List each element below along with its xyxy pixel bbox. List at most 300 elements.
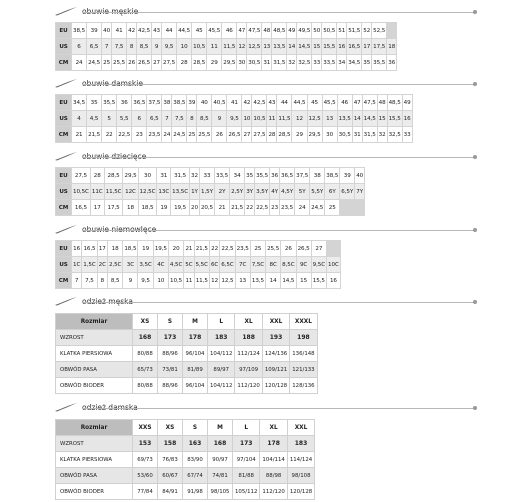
size-cell: 22,5 — [255, 200, 269, 215]
size-cell: 13C — [157, 184, 170, 199]
section-title: odzież damska — [82, 402, 141, 414]
size-cell: 17,5 — [105, 200, 123, 215]
size-cell: 52,5 — [372, 23, 386, 38]
size-cell: 25 — [187, 127, 196, 142]
size-row-eu — [56, 23, 396, 38]
measure-cell: 120/128 — [263, 378, 289, 393]
row-label: EU — [56, 168, 71, 183]
size-cell: 26,5 — [297, 241, 311, 256]
size-cell: 49 — [403, 95, 412, 110]
size-cell: 30 — [237, 55, 246, 70]
header-label: Rozmiar — [56, 420, 132, 435]
size-cell: 29,5 — [308, 127, 322, 142]
size-header: XL — [235, 314, 261, 329]
size-cell: 23 — [270, 200, 279, 215]
divider — [82, 84, 475, 85]
row-label: CM — [56, 127, 71, 142]
divider-dot — [473, 82, 477, 86]
size-cell: 8 — [98, 273, 107, 288]
size-cell: 45 — [192, 23, 206, 38]
size-row-cm — [56, 273, 340, 288]
size-cell: 16 — [327, 273, 340, 288]
size-cell: 8,5 — [197, 111, 211, 126]
size-cell: 17,5 — [372, 39, 386, 54]
size-row-eu — [56, 95, 412, 110]
measure-label: KLATKA PIERSIOWA — [56, 452, 132, 467]
size-cell: 12,5 — [308, 111, 322, 126]
size-header: XS — [133, 314, 157, 329]
size-cell: 9,5C — [312, 257, 326, 272]
measure-cell: 104/114 — [260, 452, 286, 467]
size-cell: 20 — [169, 241, 183, 256]
size-cell: 44,5 — [177, 23, 191, 38]
size-cell: 32 — [287, 55, 296, 70]
measure-cell: 173 — [158, 330, 182, 345]
kids-shoes-size-table — [55, 167, 365, 216]
size-row-us — [56, 257, 340, 272]
size-cell: 18 — [108, 241, 122, 256]
size-cell: 13,5 — [338, 111, 352, 126]
size-cell: 2,5C — [108, 257, 122, 272]
size-cell: 1,5C — [82, 257, 96, 272]
size-cell: 5Y — [295, 184, 309, 199]
size-header: XL — [260, 420, 286, 435]
swoosh-icon — [55, 297, 77, 306]
size-cell: 8 — [187, 111, 196, 126]
size-cell: 44,5 — [292, 95, 306, 110]
size-cell: 19 — [157, 200, 170, 215]
size-cell: 28 — [267, 127, 276, 142]
swoosh-icon — [55, 7, 77, 16]
size-row-cm — [56, 200, 364, 215]
size-cell: 6,5C — [220, 257, 234, 272]
measure-cell: 84/91 — [158, 484, 182, 499]
size-cell: 4,5 — [87, 111, 101, 126]
measure-row — [56, 468, 314, 483]
row-label: US — [56, 257, 71, 272]
measure-cell: 112/124 — [235, 346, 261, 361]
size-cell: 37,5 — [295, 168, 309, 183]
size-cell: 25 — [102, 55, 111, 70]
size-cell: 14 — [287, 39, 296, 54]
size-cell: 40 — [197, 95, 211, 110]
size-cell: 24,5 — [310, 200, 324, 215]
measure-cell: 88/96 — [158, 378, 182, 393]
measure-row — [56, 436, 314, 451]
size-cell: 15 — [312, 39, 321, 54]
section-title: obuwie niemowlęce — [82, 224, 159, 236]
size-cell: 35 — [87, 95, 101, 110]
measure-cell: 183 — [208, 330, 234, 345]
measure-cell: 168 — [208, 436, 232, 451]
size-cell: 18,5 — [123, 241, 137, 256]
size-header: M — [208, 420, 232, 435]
size-cell: 51,5 — [347, 23, 361, 38]
size-cell: 7,5 — [172, 111, 186, 126]
size-cell: 11,5C — [105, 184, 123, 199]
size-cell: 8 — [127, 39, 136, 54]
size-cell: 2Y — [215, 184, 229, 199]
measure-cell: 112/120 — [260, 484, 286, 499]
header-row — [56, 420, 314, 435]
size-cell: 14,5 — [363, 111, 377, 126]
measure-cell: 96/104 — [183, 378, 207, 393]
size-cell: 1C — [72, 257, 81, 272]
size-header: XXL — [263, 314, 289, 329]
size-cell: 23,5 — [236, 241, 250, 256]
size-cell: 42 — [242, 95, 251, 110]
size-header: S — [183, 420, 207, 435]
measure-cell: 163 — [183, 436, 207, 451]
measure-label: WZROST — [56, 330, 132, 345]
size-cell: 9 — [123, 273, 137, 288]
measure-cell: 128/136 — [290, 378, 316, 393]
size-cell: 28,5 — [277, 127, 291, 142]
size-cell: 38 — [310, 168, 324, 183]
size-cell: 4C — [154, 257, 168, 272]
size-cell: 35,5 — [102, 95, 116, 110]
size-cell: 28,5 — [105, 168, 123, 183]
size-cell: 47 — [237, 23, 246, 38]
size-cell: 31 — [157, 168, 170, 183]
size-cell: 47,5 — [363, 95, 377, 110]
size-cell: 11,5 — [195, 273, 209, 288]
measure-cell: 60/67 — [158, 468, 182, 483]
size-cell: 30 — [323, 127, 337, 142]
measure-cell: 91/98 — [183, 484, 207, 499]
size-cell: 21 — [215, 200, 229, 215]
men-shoes-size-table — [55, 22, 397, 71]
measure-label: OBWÓD PASA — [56, 468, 132, 483]
size-cell: 4,5C — [169, 257, 183, 272]
size-cell: 22,5 — [220, 241, 234, 256]
row-label: EU — [56, 95, 71, 110]
size-header: XXL — [288, 420, 314, 435]
section-header-kids-shoes — [55, 151, 475, 163]
size-cell: 5,5Y — [310, 184, 324, 199]
size-cell: 32 — [378, 127, 387, 142]
measure-cell: 198 — [290, 330, 316, 345]
size-cell: 36 — [117, 95, 131, 110]
size-cell: 21,5 — [195, 241, 209, 256]
size-cell: 10,5 — [192, 39, 206, 54]
size-cell: 26 — [212, 127, 226, 142]
size-cell: 50,5 — [322, 23, 336, 38]
row-label: EU — [56, 241, 71, 256]
measure-cell: 73/81 — [158, 362, 182, 377]
measure-cell: 90/97 — [208, 452, 232, 467]
size-cell: 49,5 — [297, 23, 311, 38]
section-header-infant-shoes — [55, 224, 475, 236]
measure-cell: 69/73 — [133, 452, 157, 467]
measure-row — [56, 484, 314, 499]
size-cell: 11 — [267, 111, 276, 126]
women-shoes-size-table — [55, 94, 413, 143]
size-cell: 52 — [362, 23, 371, 38]
size-cell: 36,5 — [132, 95, 146, 110]
row-label: CM — [56, 273, 71, 288]
size-cell: 10C — [327, 257, 340, 272]
size-header: XXXL — [290, 314, 316, 329]
men-clothing-size-table — [55, 313, 318, 394]
size-cell: 3,5C — [138, 257, 152, 272]
size-row-cm — [56, 55, 396, 70]
measure-label: KLATKA PIERSIOWA — [56, 346, 132, 361]
size-cell: 29 — [292, 127, 306, 142]
size-cell: 22 — [245, 200, 254, 215]
measure-label: OBWÓD PASA — [56, 362, 132, 377]
size-cell: 11,5 — [277, 111, 291, 126]
size-cell: 27,5 — [72, 168, 90, 183]
measure-cell: 120/128 — [288, 484, 314, 499]
size-cell: 41 — [112, 23, 126, 38]
size-cell: 6C — [210, 257, 219, 272]
measure-cell: 109/121 — [263, 362, 289, 377]
size-row-us — [56, 184, 364, 199]
size-cell: 22 — [102, 127, 116, 142]
size-cell: 7,5 — [82, 273, 96, 288]
size-cell: 13 — [236, 273, 250, 288]
size-cell: 12,5C — [139, 184, 157, 199]
size-cell: 13 — [323, 111, 337, 126]
size-cell: 19 — [138, 241, 152, 256]
size-cell: 7C — [236, 257, 250, 272]
section-header-women-shoes — [55, 78, 475, 90]
size-cell: 14 — [266, 273, 280, 288]
size-cell: 8,5C — [281, 257, 295, 272]
size-row-eu — [56, 241, 340, 256]
header-row — [56, 314, 317, 329]
size-cell: 44 — [162, 23, 176, 38]
divider-dot — [473, 155, 477, 159]
swoosh-icon — [55, 79, 77, 88]
size-cell: 38 — [162, 95, 171, 110]
size-cell: 45 — [308, 95, 322, 110]
size-cell: 7 — [102, 39, 111, 54]
measure-row — [56, 346, 317, 361]
size-cell: 21 — [72, 127, 86, 142]
size-cell: 31,5 — [363, 127, 377, 142]
size-cell: 17 — [362, 39, 371, 54]
size-cell: 29 — [207, 55, 221, 70]
size-cell: 13,5C — [171, 184, 189, 199]
section-title: obuwie dziecięce — [82, 151, 149, 163]
size-cell: 22 — [210, 241, 219, 256]
size-cell: 6,5 — [87, 39, 101, 54]
size-cell: 23 — [132, 127, 146, 142]
size-cell: 24 — [295, 200, 309, 215]
size-cell: 16 — [72, 241, 81, 256]
size-cell: 14,5 — [297, 39, 311, 54]
size-cell: 9,5 — [162, 39, 176, 54]
size-cell: 33 — [403, 127, 412, 142]
size-cell: 3,5Y — [255, 184, 269, 199]
divider — [82, 157, 475, 158]
size-cell: 41 — [227, 95, 241, 110]
size-cell: 15,5 — [322, 39, 336, 54]
measure-cell: 188 — [235, 330, 261, 345]
measure-cell: 88/96 — [158, 346, 182, 361]
measure-label: WZROST — [56, 436, 132, 451]
size-header: L — [233, 420, 259, 435]
measure-cell: 97/109 — [235, 362, 261, 377]
size-cell: 16,5 — [347, 39, 361, 54]
divider-dot — [473, 300, 477, 304]
size-cell: 6 — [72, 39, 86, 54]
size-cell: 21,5 — [87, 127, 101, 142]
size-cell: 40 — [355, 168, 364, 183]
size-cell: 35 — [362, 55, 371, 70]
size-cell: 51 — [337, 23, 346, 38]
women-clothing-size-table — [55, 419, 315, 500]
size-cell: 9 — [152, 39, 161, 54]
size-cell: 34 — [337, 55, 346, 70]
measure-cell: 136/148 — [290, 346, 316, 361]
size-cell: 34 — [230, 168, 244, 183]
size-cell: 36,5 — [280, 168, 294, 183]
row-label: US — [56, 111, 71, 126]
size-cell: 29,5 — [222, 55, 236, 70]
measure-cell: 80/88 — [133, 378, 157, 393]
size-cell: 32 — [190, 168, 199, 183]
size-cell: 48 — [378, 95, 387, 110]
size-cell: 9,5 — [227, 111, 241, 126]
measure-cell: 88/98 — [260, 468, 286, 483]
header-label: Rozmiar — [56, 314, 132, 329]
size-cell: 10 — [242, 111, 251, 126]
size-cell: 7 — [72, 273, 81, 288]
size-cell: 17 — [98, 241, 107, 256]
size-cell: 9C — [297, 257, 311, 272]
measure-cell: 96/104 — [183, 346, 207, 361]
size-cell: 32,5 — [297, 55, 311, 70]
size-cell: 40,5 — [212, 95, 226, 110]
size-header: L — [208, 314, 234, 329]
size-cell: 11,5 — [222, 39, 236, 54]
size-cell: 14 — [353, 111, 362, 126]
size-cell: 25,5 — [112, 55, 126, 70]
measure-cell: 124/136 — [263, 346, 289, 361]
measure-cell: 67/74 — [183, 468, 207, 483]
measure-cell: 97/104 — [233, 452, 259, 467]
size-cell: 2C — [98, 257, 107, 272]
size-cell: 18 — [387, 39, 396, 54]
row-label: EU — [56, 23, 71, 38]
measure-cell: 89/97 — [208, 362, 234, 377]
divider — [82, 230, 475, 231]
size-cell: 25,5 — [197, 127, 211, 142]
size-cell: 16,5 — [82, 241, 96, 256]
divider-dot — [473, 10, 477, 14]
measure-row — [56, 452, 314, 467]
measure-cell: 53/60 — [133, 468, 157, 483]
row-label: US — [56, 39, 71, 54]
size-cell: 31,5 — [171, 168, 189, 183]
size-cell: 26 — [281, 241, 295, 256]
row-label: US — [56, 184, 71, 199]
size-cell: 46 — [338, 95, 352, 110]
size-row-cm — [56, 127, 412, 142]
size-cell: 49 — [287, 23, 296, 38]
measure-cell: 77/84 — [133, 484, 157, 499]
size-cell: 30,5 — [247, 55, 261, 70]
size-cell: 7,5C — [251, 257, 265, 272]
measure-cell: 104/112 — [208, 346, 234, 361]
size-cell: 50 — [312, 23, 321, 38]
size-cell: 34,5 — [347, 55, 361, 70]
size-cell: 40 — [102, 23, 111, 38]
size-cell: 31 — [262, 55, 271, 70]
size-cell: 12 — [292, 111, 306, 126]
size-cell: 8,5 — [137, 39, 151, 54]
size-cell: 9 — [212, 111, 226, 126]
size-cell: 38,5 — [72, 23, 86, 38]
size-cell: 33,5 — [322, 55, 336, 70]
size-cell: 12,5 — [220, 273, 234, 288]
size-cell: 42,5 — [137, 23, 151, 38]
size-cell: 7 — [162, 111, 171, 126]
size-cell: 16 — [337, 39, 346, 54]
measure-cell: 178 — [260, 436, 286, 451]
section-header-men-clothing — [55, 296, 475, 308]
size-cell: 11 — [207, 39, 221, 54]
size-cell: 36 — [387, 55, 396, 70]
size-cell: 46 — [222, 23, 236, 38]
size-cell: 27 — [152, 55, 161, 70]
size-cell: 35,5 — [372, 55, 386, 70]
size-cell: 13 — [262, 39, 271, 54]
size-cell: 4Y — [270, 184, 279, 199]
measure-cell: 81/89 — [183, 362, 207, 377]
size-cell: 17 — [91, 200, 104, 215]
size-cell: 16 — [403, 111, 412, 126]
size-cell: 31 — [353, 127, 362, 142]
size-cell: 11 — [184, 273, 193, 288]
measure-cell: 168 — [133, 330, 157, 345]
swoosh-icon — [55, 225, 77, 234]
size-cell: 10,5 — [252, 111, 266, 126]
measure-cell: 104/112 — [208, 378, 234, 393]
measure-cell: 121/133 — [290, 362, 316, 377]
size-cell: 12C — [123, 184, 137, 199]
size-cell: 5 — [102, 111, 116, 126]
size-header: M — [183, 314, 207, 329]
size-cell: 35 — [245, 168, 254, 183]
size-cell: 6 — [132, 111, 146, 126]
size-cell: 24,5 — [87, 55, 101, 70]
size-cell: 23,5 — [147, 127, 161, 142]
size-cell: 33,5 — [215, 168, 229, 183]
size-cell: 19,5 — [154, 241, 168, 256]
size-cell: 31,5 — [272, 55, 286, 70]
size-header: XS — [158, 420, 182, 435]
size-cell: 28 — [177, 55, 191, 70]
size-cell: 14,5 — [281, 273, 295, 288]
size-cell: 24 — [72, 55, 86, 70]
size-cell: 43 — [152, 23, 161, 38]
size-cell: 45,5 — [207, 23, 221, 38]
size-cell: 24,5 — [172, 127, 186, 142]
size-header: S — [158, 314, 182, 329]
size-cell: 12 — [210, 273, 219, 288]
size-cell: 47,5 — [247, 23, 261, 38]
size-cell: 5,5 — [117, 111, 131, 126]
measure-cell: 74/81 — [208, 468, 232, 483]
size-cell: 42 — [127, 23, 136, 38]
size-cell: 13,5 — [272, 39, 286, 54]
size-cell: 22,5 — [117, 127, 131, 142]
measure-cell: 65/73 — [133, 362, 157, 377]
